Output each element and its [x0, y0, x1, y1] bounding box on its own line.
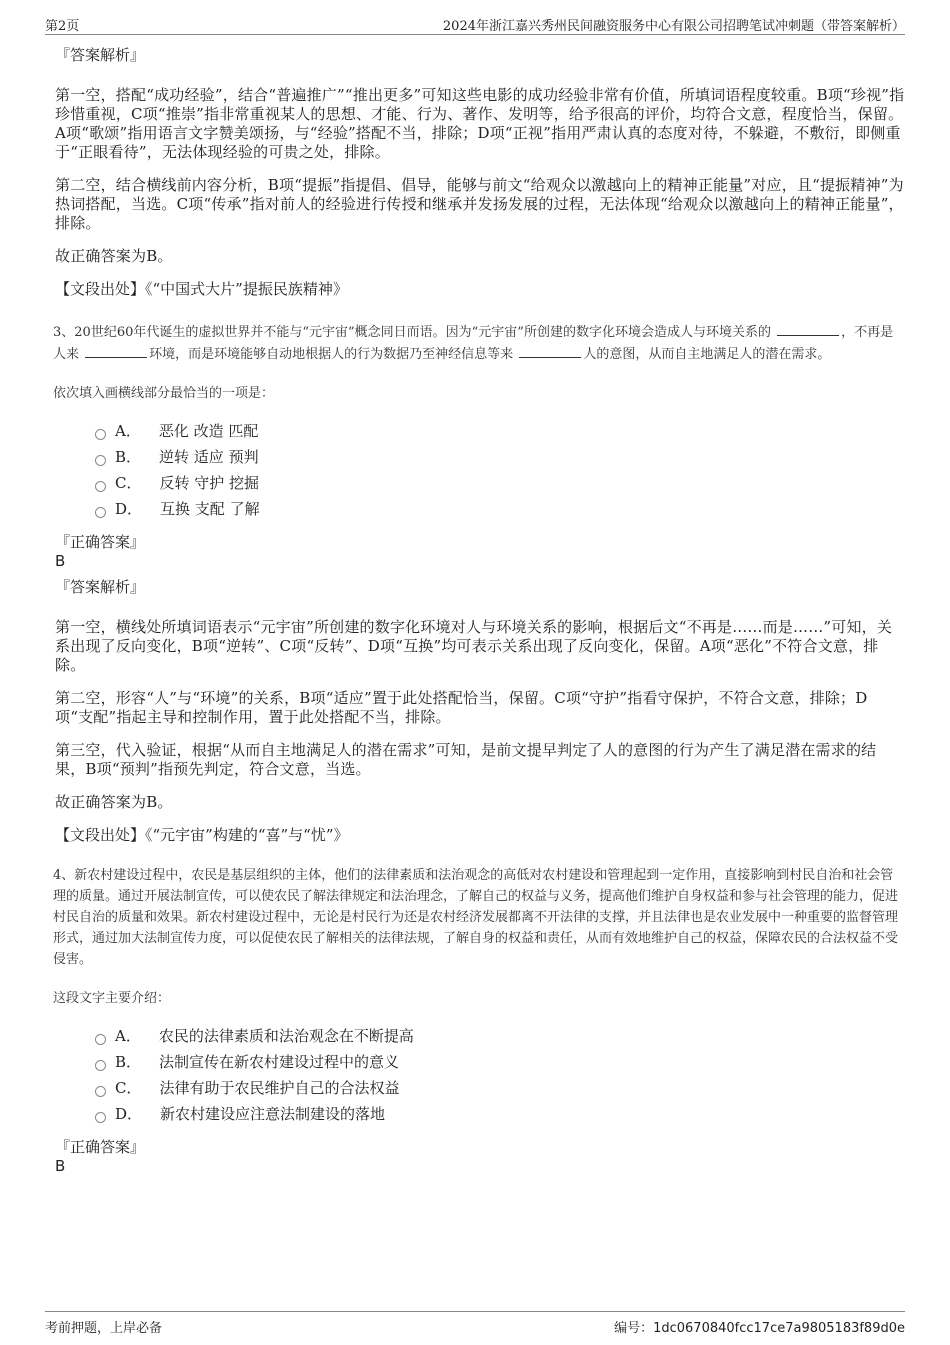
option-list — [95, 1023, 905, 1127]
question-number: 3、 — [53, 325, 75, 340]
option-a[interactable]: A． 农民的法律素质和法治观念在不断提高 — [95, 1023, 905, 1049]
page-number: 第2页 — [45, 19, 80, 34]
radio-icon[interactable] — [95, 507, 106, 518]
analysis-paragraph: 故正确答案为B。 — [55, 247, 173, 265]
document-title: 2024年浙江嘉兴秀州民间融资服务中心有限公司招聘笔试冲刺题（带答案解析） — [442, 19, 905, 34]
analysis-paragraph: 故正确答案为B。 — [55, 793, 173, 811]
fill-blank — [85, 343, 147, 358]
analysis-label: 『答案解析』 — [55, 46, 146, 64]
stem-text: 新农村建设过程中，农民是基层组织的主体，他们的法律素质和法治观念的高低对农村建设和管理起到一定作用，直接影响到村民自治和社会管理的质量。通过开展法制宣传，可以使农民了解法律规定和法治理念，了解自己的权益与义务，提高他们维护自身权益和参与社会管理的能力，促进村民自治的质量和效果。新农村建设过程中，无论是村民行为还是农村经济发展都离不开法律的支撑，并且法律也是农业发展中一种重要的监督管理形式，通过加大法制宣传力度，可以促使农民了解相关的法律法规，了解自身的权益和责任，从而有效地维护自己的权益，保障农民的合法权益不受侵害。 — [53, 868, 899, 967]
correct-answer: B — [55, 552, 66, 570]
radio-icon[interactable] — [95, 1086, 106, 1097]
answer-label: 『正确答案』 — [55, 1138, 146, 1156]
question-4 — [55, 865, 905, 1175]
question-prompt: 这段文字主要介绍： — [53, 991, 171, 1006]
correct-answer: B — [55, 1157, 66, 1175]
radio-icon[interactable] — [95, 455, 106, 466]
option-list — [95, 418, 905, 522]
stem-part: 人的意图，从而自主地满足人的潜在需求。 — [583, 347, 831, 362]
option-a[interactable]: A． 恶化 改造 匹配 — [95, 418, 905, 444]
stem-part: 环境，而是环境能够自动地根据人的行为数据乃至神经信息等来 — [149, 347, 514, 362]
source-citation: 【文段出处】《“元宇宙”构建的“喜”与“忧”》 — [55, 826, 349, 844]
answer-label: 『正确答案』 — [55, 533, 146, 551]
stem-part: ，不再是人来 — [53, 325, 894, 362]
option-b[interactable]: B． 逆转 适应 预判 — [95, 444, 905, 470]
radio-icon[interactable] — [95, 481, 106, 492]
question-number: 4、 — [53, 868, 75, 883]
option-d[interactable]: D． 新农村建设应注意法制建设的落地 — [95, 1101, 905, 1127]
option-c[interactable]: C． 反转 守护 挖掘 — [95, 470, 905, 496]
page-header — [45, 12, 905, 35]
analysis-paragraph: 第三空，代入验证，根据“从而自主地满足人的潜在需求”可知，是前文提早判定了人的意图的行为产生了满足潜在需求的结果，B项“预判”指预先判定，符合文意，当选。 — [55, 741, 877, 778]
stem-part: 20世纪60年代诞生的虚拟世界并不能与“元宇宙”概念同日而语。因为“元宇宙”所创建的数字化环境会造成人与环境关系的 — [74, 325, 771, 340]
option-c[interactable]: C． 法律有助于农民维护自己的合法权益 — [95, 1075, 905, 1101]
fill-blank — [777, 321, 839, 336]
question-stem — [53, 321, 905, 365]
fill-blank — [519, 343, 581, 358]
page-content — [55, 44, 905, 1181]
radio-icon[interactable] — [95, 1112, 106, 1123]
radio-icon[interactable] — [95, 1034, 106, 1045]
document-code: 编号：1dc0670840fcc17ce7a9805183f89d0e — [614, 1321, 905, 1336]
analysis-paragraph: 第二空，结合横线前内容分析，B项“提振”指提倡、倡导，能够与前文“给观众以激越向上的精神正能量”对应，且“提振精神”为热词搭配，当选。C项“传承”指对前人的经验进行传授和继承并发扬发展的过程，无法体现“给观众以激越向上的精神正能量”，排除。 — [55, 176, 904, 232]
analysis-label: 『答案解析』 — [55, 578, 146, 596]
radio-icon[interactable] — [95, 1060, 106, 1071]
analysis-paragraph: 第二空，形容“人”与“环境”的关系，B项“适应”置于此处搭配恰当，保留。C项“守护”指看守保护，不符合文意，排除；D项“支配”指起主导和控制作用，置于此处搭配不当，排除。 — [55, 689, 868, 726]
source-citation: 【文段出处】《“中国式大片”提振民族精神》 — [55, 280, 348, 298]
footer-slogan: 考前押题，上岸必备 — [45, 1321, 163, 1336]
question-stem — [53, 865, 905, 970]
option-d[interactable]: D． 互换 支配 了解 — [95, 496, 905, 522]
page-footer — [45, 1311, 905, 1336]
radio-icon[interactable] — [95, 429, 106, 440]
question-prompt: 依次填入画横线部分最恰当的一项是： — [53, 386, 275, 401]
question-3 — [55, 321, 905, 845]
option-b[interactable]: B． 法制宣传在新农村建设过程中的意义 — [95, 1049, 905, 1075]
analysis-paragraph: 第一空，横线处所填词语表示“元宇宙”所创建的数字化环境对人与环境关系的影响，根据后文“不再是……而是……”可知，关系出现了反向变化，B项“逆转”、C项“反转”、D项“互换”均可表示关系出现了反向变化，保留。A项“恶化”不符合文意，排除。 — [55, 618, 893, 674]
analysis-paragraph: 第一空，搭配“成功经验”，结合“普遍推广”“推出更多”可知这些电影的成功经验非常有价值，所填词语程度较重。B项“珍视”指珍惜重视，C项“推崇”指非常重视某人的思想、才能、行为、著作、发明等，给予很高的评价，均符合文意，程度恰当，保留。A项“歌颂”指用语言文字赞美颂扬，与“经验”搭配不当，排除；D项“正视”指用严肃认真的态度对待，不躲避，不敷衍，即侧重于“正眼看待”，无法体现经验的可贵之处，排除。 — [55, 86, 905, 161]
q2-analysis — [55, 44, 905, 299]
